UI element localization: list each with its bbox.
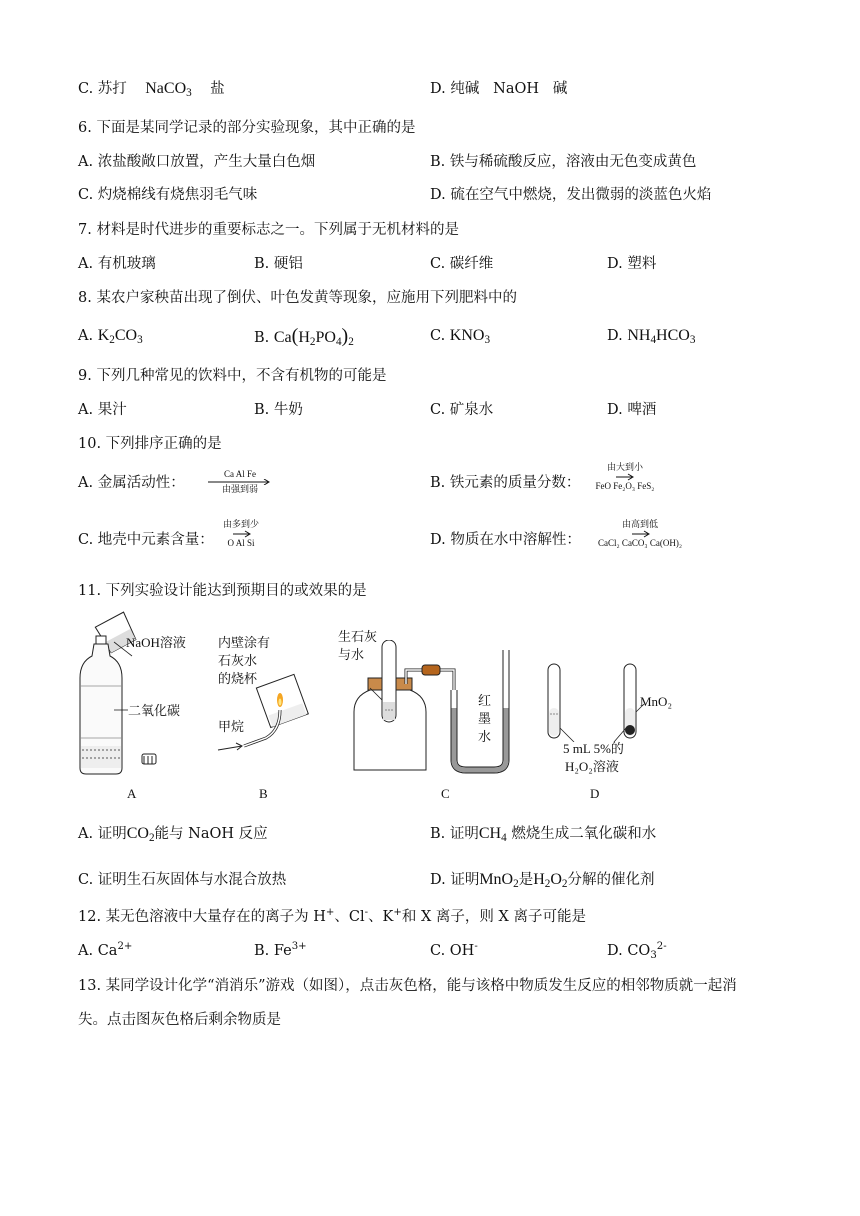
q13-stem-line-2: 失。点击图灰色格后剩余物质是 [78, 1012, 281, 1028]
q6-option-a: A. 浓盐酸敞口放置，产生大量白色烟 [78, 154, 316, 170]
q10-a-sequence: Ca Al Fe 由强到弱 [208, 469, 272, 495]
q12-option-b: B. $Fe^{3+}$ [254, 941, 307, 959]
q11-b-text-2: 石灰水 [218, 653, 258, 668]
q11-d-label: D [590, 786, 600, 801]
q9-stem: 9. 下列几种常见的饮料中，不含有机物的可能是 [78, 368, 387, 384]
q11-figure-d-test-tubes [540, 662, 650, 742]
q10-stem: 10. 下列排序正确的是 [78, 436, 222, 452]
q11-option-c: C. 证明生石灰固体与水混合放热 [78, 872, 287, 888]
q7-option-b: B. 硬铝 [254, 256, 303, 272]
q11-d-mno2-label: MnO₂ [640, 694, 672, 709]
q10-option-c: C. 地壳中元素含量： [78, 532, 214, 548]
q11-d-solution-2: H₂O₂溶液 [565, 759, 619, 774]
q12-option-d: D. $CO_3^{2-}$ [607, 941, 667, 961]
q11-c-ink-1: 红 [478, 693, 492, 708]
q8-option-d: D. $NH_4HCO_3$ [607, 327, 696, 346]
q9-option-a: A. 果汁 [78, 402, 127, 418]
q11-stem: 11. 下列实验设计能达到预期目的或效果的是 [78, 583, 367, 599]
q11-d-solution-1: 5 mL 5%的 [563, 741, 624, 756]
q11-a-label: A [127, 786, 137, 801]
q7-stem: 7. 材料是时代进步的重要标志之一。下列属于无机材料的是 [78, 222, 459, 238]
q5-option-d: D. 纯碱 NaOH 碱 [430, 81, 568, 97]
q11-c-ink-3: 水 [478, 729, 492, 744]
q6-option-d: D. 硫在空气中燃烧，发出微弱的淡蓝色火焰 [430, 187, 712, 203]
q10-c-sequence: 由多到少 O Al Si [222, 520, 259, 548]
q9-option-b: B. 牛奶 [254, 402, 303, 418]
q11-c-ink-2: 墨 [478, 711, 492, 726]
q10-option-b: B. 铁元素的质量分数： [430, 475, 581, 491]
q8-option-a: A. $K_2CO_3$ [78, 327, 143, 346]
q12-stem: 12. 某无色溶液中大量存在的离子为 H+、Cl-、K+和 X 离子，则 X 离子可能是 [78, 907, 586, 925]
q11-option-d: D. 证明MnO$_2$是$H_2O_2$分解的催化剂 [430, 871, 655, 890]
q10-b-sequence: 由大到小 FeO Fe₂O₃ FeS₂ [595, 463, 655, 491]
q5-option-c: C. 苏打 NaCO$_3$ 盐 [78, 80, 225, 99]
q6-option-b: B. 铁与稀硫酸反应，溶液由无色变成黄色 [430, 154, 697, 170]
q11-option-a: A. 证明$CO_2$能与 NaOH 反应 [78, 825, 268, 844]
q9-option-d: D. 啤酒 [607, 402, 657, 418]
q13-stem-line-1: 13. 某同学设计化学“消消乐”游戏（如图），点击灰色格，能与该格中物质发生反应的相邻物质就一起消 [78, 978, 737, 994]
q11-c-text-2: 与水 [338, 647, 365, 662]
q8-stem: 8. 某农户家秧苗出现了倒伏、叶色发黄等现象，应施用下列肥料中的 [78, 290, 517, 306]
q11-a-naoh-label: NaOH溶液 [126, 635, 186, 650]
q11-b-text-1: 内壁涂有 [218, 635, 271, 650]
q8-option-b: B. $Ca(H_2PO_4)_2$ [254, 325, 354, 348]
q6-option-c: C. 灼烧棉线有烧焦羽毛气味 [78, 187, 258, 203]
q8-option-c: C. $KNO_3$ [430, 327, 491, 346]
q10-option-d: D. 物质在水中溶解性： [430, 532, 581, 548]
q7-option-d: D. 塑料 [607, 256, 657, 272]
q7-option-c: C. 碳纤维 [430, 256, 494, 272]
q11-c-text-1: 生石灰 [338, 629, 378, 644]
q11-c-label: C [441, 786, 450, 801]
q11-b-text-3: 的烧杯 [218, 671, 258, 686]
q5-c-formula: NaCO$_3$ [145, 80, 192, 99]
q11-a-co2-label: 二氧化碳 [128, 703, 181, 718]
q10-option-a: A. 金属活动性： [78, 475, 185, 491]
q7-option-a: A. 有机玻璃 [78, 256, 156, 272]
q11-b-gas-label: 甲烷 [218, 719, 245, 734]
q10-d-sequence: 由高到低 CaCl₂ CaCO₃ Ca(OH)₂ [598, 520, 682, 548]
q6-stem: 6. 下面是某同学记录的部分实验现象，其中正确的是 [78, 120, 416, 136]
q11-option-b: B. 证明$CH_4$ 燃烧生成二氧化碳和水 [430, 825, 657, 844]
q11-b-label: B [259, 786, 268, 801]
q12-option-a: A. $Ca^{2+}$ [78, 941, 133, 959]
q12-option-c: C. OH- [430, 941, 478, 959]
q9-option-c: C. 矿泉水 [430, 402, 494, 418]
